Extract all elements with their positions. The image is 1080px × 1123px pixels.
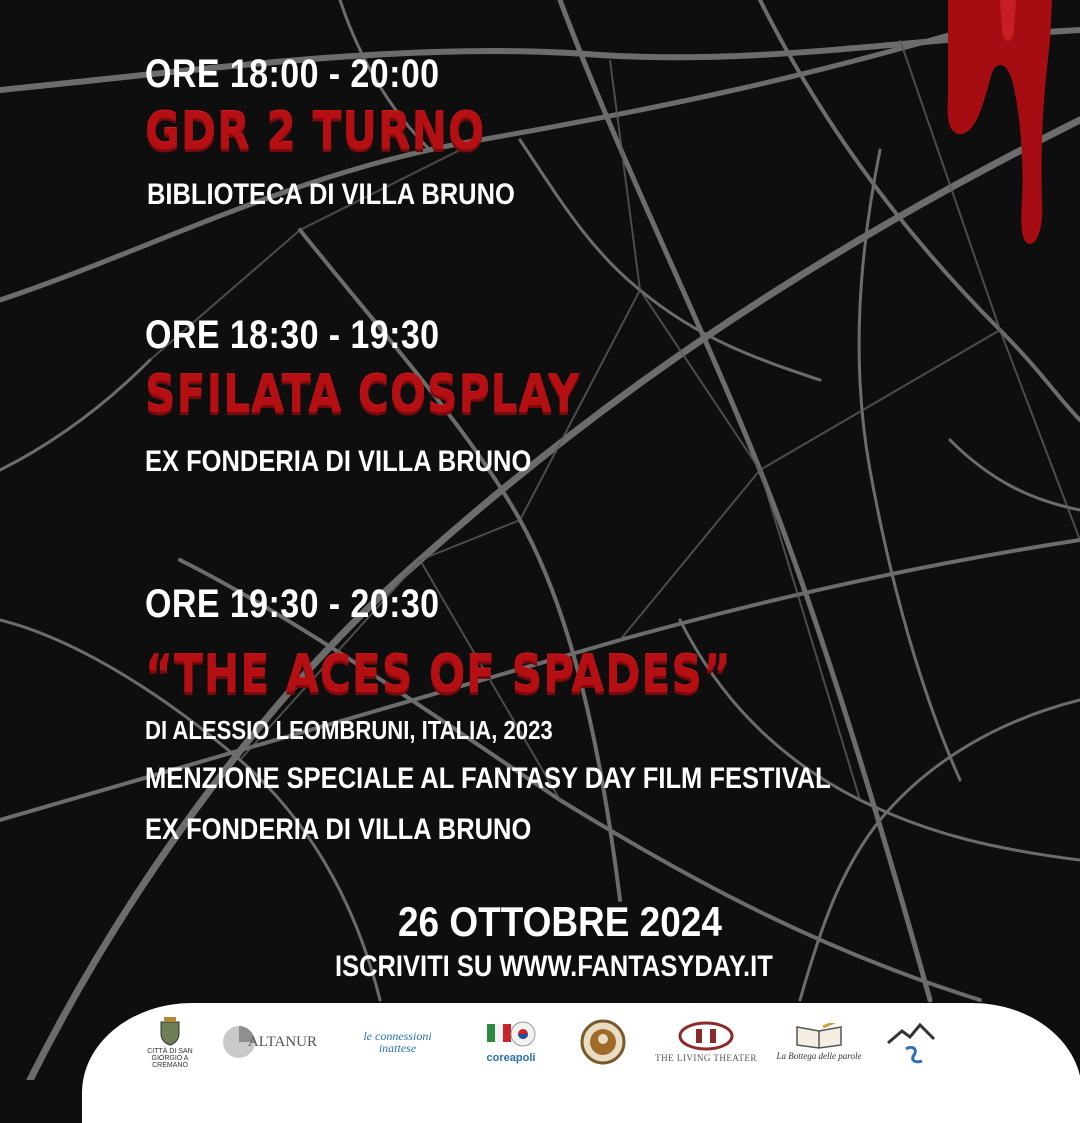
event-3-title: “THE ACES OF SPADES” [145,645,732,705]
book-icon [778,1014,860,1070]
event-date: 26 OTTOBRE 2024 [398,898,722,945]
sponsor-name: le connessioni inattese [363,1029,432,1055]
event-2-time: ORE 18:30 - 19:30 [145,313,440,357]
signup-website[interactable]: ISCRIVITI SU WWW.FANTASYDAY.IT [335,950,773,983]
event-3-credit: DI ALESSIO LEOMBRUNI, ITALIA, 2023 [145,715,553,745]
event-3-time: ORE 19:30 - 20:30 [145,582,440,626]
round-seal-icon [578,1014,628,1070]
sponsor-name: coreapoli [486,1052,536,1064]
town-crest-icon [140,1014,200,1070]
event-1-time: ORE 18:00 - 20:00 [145,52,440,96]
event-3-award: MENZIONE SPECIALE AL FANTASY DAY FILM FESTIVAL [145,762,831,795]
living-theater-logo [655,1014,757,1070]
event-1-title: GDR 2 TURNO [145,102,486,162]
altanur-logo [222,1014,317,1070]
event-2-location: EX FONDERIA DI VILLA BRUNO [145,445,532,478]
connessioni-logo [350,1014,445,1070]
event-3-location: EX FONDERIA DI VILLA BRUNO [145,813,532,846]
event-2-title: SFILATA COSPLAY [145,365,580,425]
sponsor-name: CITTÀ DI SAN GIORGIO A CREMANO [147,1047,193,1069]
mountain-logo [885,1014,937,1070]
event-1-location: BIBLIOTECA DI VILLA BRUNO [147,178,515,211]
coreapoli-logo [480,1014,542,1070]
sponsor-name: THE LIVING THEATER [655,1053,757,1063]
sponsor-name: ALTANUR [247,1033,317,1050]
sponsor-name: La Bottega delle parole [776,1051,862,1061]
